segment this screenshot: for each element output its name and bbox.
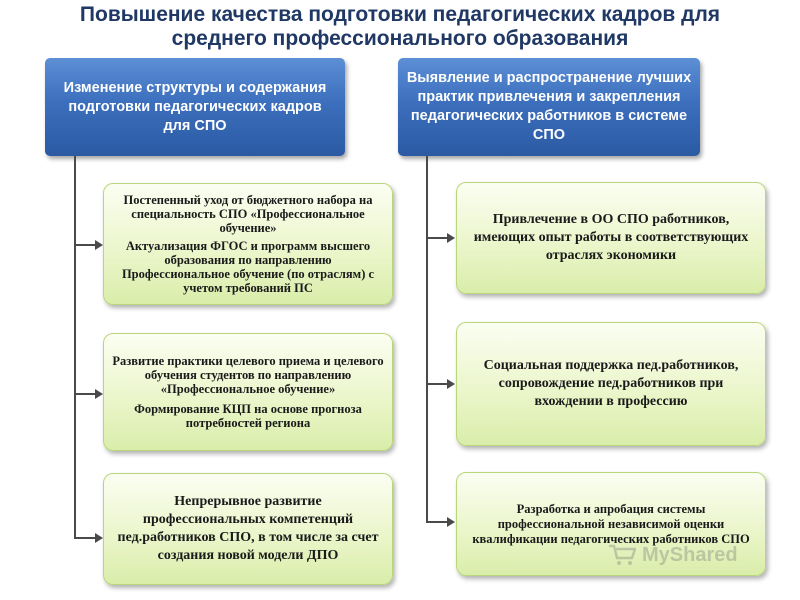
title-line-1: Повышение качества подготовки педагогических кадров для [79,3,721,26]
right-header-box [398,58,700,156]
right-box-2 [456,322,766,446]
left-box-1-text-2: Актуализация ФГОС и программ высшего образования по направлению Профессиональное обучение (по отраслям) с учетом требований ПС [121,239,375,295]
right-arrow-2 [447,379,455,389]
left-connector-1 [74,244,96,246]
left-box-1-text-1: Постепенный уход от бюджетного набора на специальность СПО «Профессиональное обучение» [123,193,373,235]
left-arrow-1 [95,240,103,250]
left-header-text: Изменение структуры и содержания подготовки педагогических кадров для СПО [63,79,327,134]
left-arrow-2 [95,389,103,399]
watermark [608,540,768,574]
right-connector-1 [426,237,448,239]
right-box-1-text-1: Привлечение в ОО СПО работников, имеющих опыт работы в соответствующих отраслях экономики [473,212,749,263]
left-box-3 [103,473,393,585]
right-connector-2 [426,383,448,385]
right-header-text: Выявление и распространение лучших практик привлечения и закрепления педагогических работников в системе СПО [406,70,692,143]
left-box-2-text-1: Развитие практики целевого приема и целевого обучения студентов по направлению «Профессиональное обучение» [112,354,384,396]
left-connector-2 [74,393,96,395]
right-arrow-3 [447,517,455,527]
left-box-2-text-2: Формирование КЦП на основе прогноза потребностей региона [134,402,362,430]
right-box-3-text-1: Разработка и апробация системы профессиональной независимой оценки квалификации педагогических работников СПО [472,501,750,546]
left-box-3-text-1: Непрерывное развитие профессиональных компетенций пед.работников СПО, в том числе за счет создания новой модели ДПО [117,494,379,563]
right-box-2-text-1: Социальная поддержка пед.работников, сопровождение пед.работников при вхождении в профессию [483,358,739,409]
left-connector-3 [74,537,96,539]
left-header-box [45,58,345,156]
right-box-1 [456,182,766,294]
title-line-2: среднего профессионального образования [171,27,629,50]
right-arrow-1 [447,233,455,243]
left-arrow-3 [95,533,103,543]
cart-icon [608,544,636,566]
right-connector-3 [426,521,448,523]
watermark-text: MyShared [642,544,738,566]
left-box-1 [103,183,393,305]
diagram-title [0,0,800,51]
left-connector-vertical [74,156,76,538]
left-box-2 [103,333,393,451]
right-connector-vertical [426,156,428,522]
